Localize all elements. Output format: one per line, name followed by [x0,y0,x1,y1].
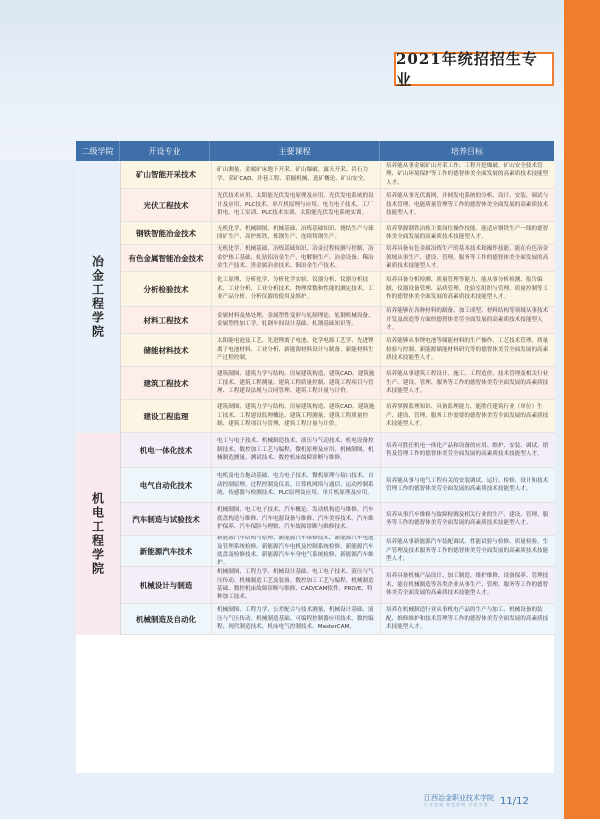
table-row [121,334,555,367]
major-name: 汽车制造与试验技术 [132,514,200,524]
training-goal: 培养能从事与电气工程有关的安装调试、运行、检修、设计和技术管理工作的德智体美劳全面发展的高素质技术技能型人才。 [386,477,549,492]
training-goal: 培养具备有色金属冶炼生产的基本技术和操作技能、能在有色冶金领域从事生产、建设、管理、服务等工作的德智体美全面发展的高素质技术技能型人才。 [386,246,549,270]
table-row [121,245,555,272]
table-row [121,468,555,503]
training-goal: 培养具备分析检测、质量管理等能力、能从事分析检测、报告编制、仪器设备管理、品质管理、化验室组织与管理、质量控制等工作的德智体美全面发展的高素质技术技能型人才。 [386,277,549,301]
table-row [121,222,555,245]
training-goal: 培养具备机械产品设计、加工制造、维护维修、设备保养、管理技术、能在机械制造等各类企业从事生产、管理、服务等工作的德智体美劳全面发展的高素质技术技能型人才。 [386,573,549,597]
major-name: 有色金属智能冶金技术 [128,253,204,263]
table-row [121,604,555,635]
training-goal: 培养能从事建筑工程设计、施工、工程造价、技术管理及相关行业生产、建设、管理、服务等工作的德智体美劳全面发展的高素质技术技能型人才。 [386,371,549,395]
page-number: 11/12 [500,795,529,807]
table-row [121,161,555,189]
table-row [121,400,555,433]
course-list: 电工与电子技术、机械制造技术、液压与气动技术、机电设备控制技术、数控加工工艺与编程、微机原理及应用、机械制图、机械制造测量、测试技术、数控机床故障诊断与维修。 [211,433,381,467]
col-major: 开设专业 [120,141,210,161]
course-list: 机械制图、工程力学、公差配合与技术测量、机械设计基础、液压与气压传动、机械制造基础、可编程控制器应用技术、数控编程、现代制造技术、机床电气控制技术、MasterCAM。 [211,604,381,634]
major-name: 建设工程监理 [143,411,189,421]
course-list: 新能源汽车结构与原理、新能源汽车维修技术、新能源汽车电池及管理系统检修、新能源汽车电机及控制系统检修、新能源汽车底盘及检修技术、新能源汽车车身电气系统检修、新能源汽车维护。 [211,536,381,566]
college-section [76,433,554,635]
course-list: 机械制图、电工电子技术、汽车概论、发动机构造与维修、汽车底盘构造与维修、汽车电器设备与维修、汽车美容技术、汽车维护保养、汽车保险与理赔、汽车故障诊断与维修技术。 [211,503,381,535]
college-section [76,161,554,433]
major-name: 材料工程技术 [143,315,189,325]
training-goal: 培养能够从事锂电池等储能材料的生产操作、工艺技术管理、质量检验与控制、新能源储能材料研究等的德智体美劳全面发展的高素质技术技能型人才。 [386,338,549,362]
training-goal: 培养能从事金属矿山开采工作、工程开挖爆破、矿山安全技术管理、矿山环境保护等工作的德智体美全面发展的高素质技术技能型人才。 [386,162,549,186]
table-row [121,536,555,567]
course-list: 光伏技术应用、太阳能光伏发电原理及应用、光伏发电系统的设计及应用、PLC技术、单片机原理与应用、电力电子技术、工厂供电、电工实训、PLC技术实训、太阳能光伏发电系统实训。 [211,189,381,221]
table-row [121,503,555,536]
course-list: 机械制图、工程力学、机械设计基础、电工电子技术、液压与气压传动、机械制造工艺及装备、数控加工工艺与编程、机械制造基础、数控机床故障诊断与维修、CAD/CAM软件、PRO/E、特种加工技术。 [211,567,381,603]
table-row [121,272,555,307]
major-name: 分析检验技术 [143,284,189,294]
training-goal: 培养可胜任机电一体化产品和设备的应用、维护、安装、调试、销售及管理工作的德智体美劳全面发展的高素质技术技能型人才。 [386,442,549,457]
school-tagline: 行业直属 特色鲜明 示范引领 [424,801,489,807]
course-list: 化工原理、分析化学、分析化学实验、仪器分析、仪器分析技术、工业分析、工业分析技术、物理常数和性能的测定技术、工业产品分析、分析仪器的使用及维护。 [211,272,381,306]
majors-table [76,141,554,773]
college-name: 机电工程学院 [76,433,121,635]
course-list: 矿山测量、金属矿床地下开采、矿山爆破、露天开采、岩石力学、采矿CAD、井巷工程、采掘机械、选矿概论、矿山安全。 [211,161,381,188]
col-goal: 培养目标 [451,146,483,156]
major-name: 机械设计与制造 [139,580,193,590]
major-name: 钢铁智能冶金技术 [136,228,196,238]
course-list: 建筑制图、建筑力学与结构、房屋建筑构造、建筑CAD、建筑施工技术、工程建设监理概论、建筑工程测量、建筑工程质量控制、建筑工程项目与管理、建筑工程计量与计价。 [211,400,381,432]
training-goal: 培养能够在各种材料的制备、加工成型、材料结构等领域从事技术开发及改造等方面的德智体美劳全面发展的高素质技术技能型人才。 [386,308,549,332]
table-row [121,189,555,222]
training-goal: 培养能从事光伏离网、并网发电系统的分析、设计、安装、调试与技术管理、电能质量管理等工作的德智体美全面发展的高素质技术技能型人才。 [386,193,549,217]
col-college: 二级学院 [76,141,120,161]
course-list: 电机及电力拖动基础、电力电子技术、微机原理与接口技术、自动控制原理、过程控制及仪表、计算机网络与通信、运动控制系统、传感器与检测技术、PLC原理及应用、单片机原理及应用。 [211,468,381,502]
school-name: 江西冶金职业技术学院 行业直属 特色鲜明 示范引领 [424,793,494,807]
side-stripe [564,0,600,819]
course-list: 太阳能电池及工艺、先进锂离子电池、化学电源工艺学、先进锂离子电池材料、工业分析、新能源材料设计与制备、新能材料生产过程控制。 [211,334,381,366]
major-name: 电气自动化技术 [139,480,193,490]
major-name: 储能材料技术 [143,345,189,355]
college-name: 冶金工程学院 [76,161,121,433]
training-goal: 培养从事汽车维修与故障检测及相关行业的生产、建设、管理、服务等工作的德智体美劳全面发展的高素质技术技能型人才。 [386,511,549,526]
major-name: 光伏工程技术 [143,200,189,210]
major-name: 矿山智能开采技术 [136,170,196,179]
major-name: 机电一体化技术 [139,445,193,455]
training-goal: 培养掌握监理知识、具备监理能力、能胜任建筑行业（单位）生产、建设、管理、服务工作需要的德智体美劳全面发展的高素质技术技能型人才。 [386,404,549,428]
course-list: 无机化学、机械制图、机械基础、冶炼基础知识、烧结生产与球团矿生产、高炉炼铁、炼钢生产、连续铸钢生产。 [211,222,381,244]
table-row [121,367,555,400]
table-row [121,567,555,604]
course-list: 金属材料及热处理、金属塑性变形与轧制理论、轧钢机械设备、金属塑性加工学、轧钢车间设计基础、轧钢基础知识等。 [211,307,381,333]
major-name: 建筑工程技术 [143,378,189,388]
table-header [76,141,554,161]
major-name: 新能源汽车技术 [139,546,193,556]
table-row [121,307,555,334]
training-goal: 培养在机械制造行业从事机电产品的生产与加工、机械设备的装配、维修维护和技术管理等工作的德智体美劳全面发展的高素质技术技能型人才。 [386,607,549,631]
major-name: 机械制造及自动化 [136,614,196,624]
footer [424,792,560,810]
course-list: 建筑制图、建筑力学与结构、房屋建筑构造、建筑CAD、建筑施工技术、建筑工程测量、建筑工程质量控制、建筑工程项目与管理、工程建设法规与合同管理、建筑工程计量与计价。 [211,367,381,399]
training-goal: 培养掌握钢铁冶炼主要岗位操作技能、能适应钢铁生产一线的德智体美全面发展的高素质技术技能型人才。 [386,225,549,240]
col-courses: 主要课程 [210,141,380,161]
page-title: 2021年统招招生专业 [394,52,554,86]
training-goal: 培养能从事新能源汽车装配调试、性能试验与检修、质量检验、生产管理及技术服务等工作的德智体美劳全面发展的高素质技术技能型人才。 [386,539,549,563]
table-row [121,433,555,468]
course-list: 无机化学、机械基础、冶炼基础知识、冶金过程检测与控制、冶金炉热工基础、轧钻铝冶金生产、电解铜生产、冶金设备、稀冶金生产技术、贵金属冶金技术、铜冶金生产技术。 [211,245,381,271]
